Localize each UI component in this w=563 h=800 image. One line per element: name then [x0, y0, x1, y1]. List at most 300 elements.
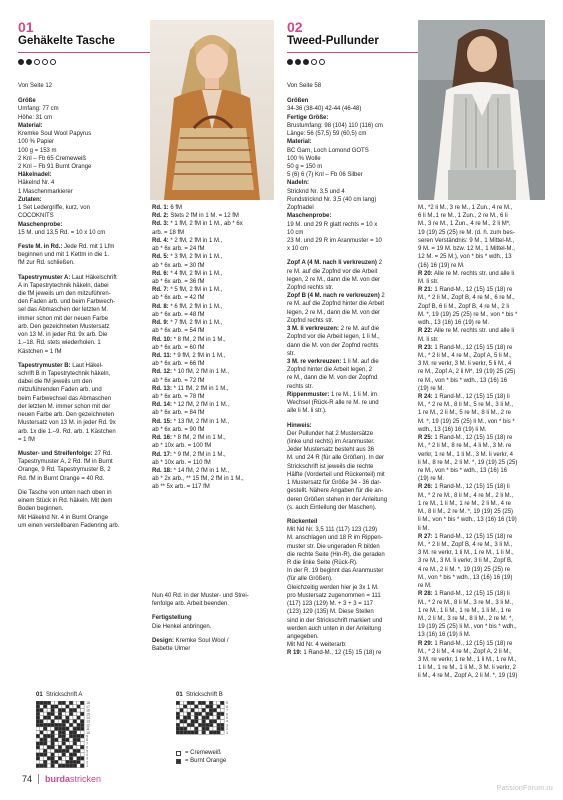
footer-separator [38, 774, 39, 784]
chart-cell [55, 749, 59, 753]
chart-cell [202, 701, 206, 705]
chart-cell [198, 708, 202, 712]
chart-cell [55, 716, 59, 720]
chart-cell [43, 712, 47, 716]
chart-cell [73, 749, 77, 753]
row-number: 10 [86, 730, 90, 735]
hinweis-text: Der Pullunder hat 2 Mustersätze (linke und rechts) im Aranmuster. Jeder Mustersatz besteht aus 36 M. und 24 R (für alle Größen). In der Strickschrift ist jeweils die rechte Hälfte (Vorderteil und Rückenteil) mit 1 Mustersatz für Größe 34 - 36 dar- gestellt. Nähere Angaben für die an- deren Größen stehen in der Anleitung (s. auch Einteilung der Maschen). [287, 430, 388, 511]
instruction-row: R 20: Alle re M. rechts str. und alle li M. li str. [418, 270, 515, 285]
chart-cell [198, 712, 202, 716]
chart-cell [217, 723, 221, 727]
difficulty-dot [42, 59, 48, 65]
chart-cell [195, 708, 199, 712]
chart-cell [183, 716, 187, 720]
chart-cell [66, 734, 70, 738]
chart-cell [36, 745, 40, 749]
brand-logo: burdastricken [45, 774, 102, 784]
row-number: 13 [86, 719, 90, 724]
chart-cell [40, 757, 44, 761]
chart-cell [69, 731, 73, 735]
chart-cell [73, 708, 77, 712]
chart-cell [62, 742, 66, 746]
row-number: 7 [86, 741, 88, 746]
chart-b-grid [176, 701, 266, 741]
chart-cell [180, 701, 184, 705]
chart-cell [73, 760, 77, 764]
row-number: 5 [86, 749, 88, 754]
chart-cell [36, 705, 40, 709]
chart-cell [51, 712, 55, 716]
row-number: 2 [226, 727, 228, 732]
chart-cell [47, 760, 51, 764]
chart-cell [43, 716, 47, 720]
chart-cell [220, 708, 224, 712]
design-paragraph: Design: Kremke Soul Wool / Babette Ulmer [152, 637, 229, 653]
chart-cell [202, 708, 206, 712]
chart-cell [202, 723, 206, 727]
article-01-number: 01 [18, 19, 34, 35]
chart-cell [202, 720, 206, 724]
chart-cell [58, 720, 62, 724]
chart-cell [62, 708, 66, 712]
chart-cell [202, 731, 206, 735]
chart-a-grid [36, 701, 126, 771]
chart-cell [66, 723, 70, 727]
chart-cell [43, 731, 47, 735]
chart-cell [40, 723, 44, 727]
chart-cell [51, 753, 55, 757]
intro-paragraph: Die Tasche von unten nach oben in einem Stück in Rd. häkeln. Mit dem Boden beginnen. Mit Häkelnd Nr. 4 in Burnt Orange um einen verstellbaren Fadenring arb. [18, 489, 120, 529]
chart-cell [209, 705, 213, 709]
row-number: 11 [86, 727, 90, 732]
chart-cell [69, 760, 73, 764]
chart-cell [183, 731, 187, 735]
chart-cell [43, 745, 47, 749]
chart-cell [55, 727, 59, 731]
chart-cell [73, 723, 77, 727]
chart-cell [51, 757, 55, 761]
difficulty-dot [311, 59, 317, 65]
chart-cell [220, 727, 224, 731]
chart-cell [198, 716, 202, 720]
difficulty-dot [295, 59, 301, 65]
chart-cell [47, 757, 51, 761]
fertige-groesse-text: Brustumfang: 98 (104) 110 (116) cm Länge: 56 (57,5) 59 (60,5) cm [287, 122, 383, 138]
feste-paragraph: Feste M. in Rd.: Jede Rd. mit 1 Lfm beginnen und mit 1 Kettm in die 1. fM zur Rd. schließen. [18, 243, 115, 267]
row-number: 4 [226, 719, 228, 724]
photo-bag [150, 20, 274, 200]
chart-cell [51, 727, 55, 731]
chart-cell [62, 716, 66, 720]
chart-cell [80, 712, 84, 716]
chart-cell [58, 742, 62, 746]
row-number: 8 [86, 738, 88, 743]
row-number: 6 [86, 745, 88, 750]
chart-cell [220, 731, 224, 735]
chart-cell [47, 701, 51, 705]
chart-a [36, 692, 126, 776]
chart-cell [62, 705, 66, 709]
chart-cell [43, 734, 47, 738]
row-number: 18 [86, 701, 90, 706]
chart-cell [213, 727, 217, 731]
instruction-row: M., *2 li M., 3 re M., 1 Zun., 4 re M., 6 li M.,1 re M., 1 Zun., 2 re M., 6 li M., 3 re M., 1 Zun., 4 re M., 2 li M*, 19 (19) 25 (25) re M. (d. h. zum bes- seren Verständnis: 9 M., 1 Mittel-M., 9 M. = 19 M. bzw. 12 M., 1 Mittel-M., 12 M. = 25 M.), von * bis * wdh., 13 (16) 16 (19) re M. [418, 205, 515, 269]
chart-cell [198, 705, 202, 709]
chart-cell [43, 753, 47, 757]
material-heading: Material: [18, 122, 43, 129]
chart-cell [51, 731, 55, 735]
instruction-row: R 29: 1 Rand-M., 12 (15) 15 (18) re M., * 2 li M., 4 re M., Zopf A, 2 li M., 3 M. re verkr, 1 re M., 1 li M., 1 re M., 1 li M., 1 re M., 1 li M., 3 M. li verkr, 2 li M., 4 re M., Zopf A, 2 li M. *, 19 (19) [418, 640, 518, 680]
legend-white: = Cremeweiß [176, 750, 266, 756]
chart-cell [66, 708, 70, 712]
chart-cell [183, 712, 187, 716]
footer [22, 774, 101, 784]
chart-cell [176, 723, 180, 727]
chart-cell [40, 738, 44, 742]
chart-cell [40, 753, 44, 757]
instruction-row: Rd. 3: * 1 fM, 2 fM in 1 M., ab * 6x arb. = 18 fM [152, 221, 243, 236]
chart-cell [183, 701, 187, 705]
chart-cell [195, 705, 199, 709]
chart-cell [36, 701, 40, 705]
chart-cell [58, 731, 62, 735]
chart-cell [43, 742, 47, 746]
chart-cell [66, 712, 70, 716]
instruction-row: Rd. 15: * 13 fM, 2 fM in 1 M., ab * 6x arb. = 90 fM [152, 418, 230, 433]
chart-cell [58, 705, 62, 709]
groessen-heading: Größen [287, 98, 309, 105]
nun-text: Nun 40 Rd. in der Muster- und Strei- fenfolge arb. Arbeit beenden. [152, 593, 249, 608]
chart-cell [43, 757, 47, 761]
chart-cell [69, 749, 73, 753]
chart-cell [220, 712, 224, 716]
chart-cell [66, 742, 70, 746]
chart-cell [77, 757, 81, 761]
chart-cell [55, 731, 59, 735]
hinweis-heading: Hinweis: [287, 422, 312, 429]
chart-cell [66, 727, 70, 731]
chart-cell [180, 723, 184, 727]
chart-cell [206, 708, 210, 712]
chart-cell [195, 731, 199, 735]
row-number: 1 [226, 730, 228, 735]
chart-cell [198, 727, 202, 731]
row-number: 15 [86, 712, 90, 717]
chart-cell [58, 727, 62, 731]
chart-cell [73, 753, 77, 757]
chart-cell [69, 764, 73, 768]
instruction-row: R 24: 1 Rand-M., 12 (15) 15 (18) li M., * 2 re M., 8 li M., 5 re M., 3 li M., 1 re M., 2 li M., 5 re M., 8 li M., 2 re M. *, 19 (19) 25 (25) li M., von * bis * wdh., 13 (16) 16 (19) li M. [418, 394, 515, 433]
chart-cell [206, 727, 210, 731]
chart-cell [176, 701, 180, 705]
chart-cell [180, 731, 184, 735]
chart-cell [220, 705, 224, 709]
chart-cell [220, 716, 224, 720]
chart-cell [209, 716, 213, 720]
chart-cell [47, 720, 51, 724]
chart-cell [51, 742, 55, 746]
chart-cell [213, 701, 217, 705]
chart-cell [62, 749, 66, 753]
chart-cell [58, 701, 62, 705]
article-02-number: 02 [287, 19, 303, 35]
chart-cell [73, 745, 77, 749]
chart-cell [43, 764, 47, 768]
chart-cell [77, 753, 81, 757]
chart-cell [80, 764, 84, 768]
chart-cell [176, 716, 180, 720]
chart-cell [40, 731, 44, 735]
chart-cell [40, 764, 44, 768]
r19-paragraph: R 19: 1 Rand-M., 12 (15) 15 (18) re [287, 650, 382, 657]
chart-cell [206, 712, 210, 716]
chart-cell [51, 705, 55, 709]
instruction-row: Rd. 12: * 10 fM, 2 fM in 1 M., ab * 6x arb. = 72 fM [152, 369, 230, 384]
chart-cell [77, 701, 81, 705]
chart-cell [43, 723, 47, 727]
instruction-row: Rd. 13: * 11 fM, 2 fM in 1 M., ab * 6x arb. = 78 fM [152, 385, 229, 401]
chart-cell [191, 731, 195, 735]
chart-cell [55, 742, 59, 746]
chart-cell [47, 723, 51, 727]
chart-cell [58, 749, 62, 753]
chart-cell [66, 760, 70, 764]
chart-cell [51, 708, 55, 712]
chart-cell [202, 716, 206, 720]
chart-cell [73, 720, 77, 724]
instruction-row: Rd. 4: * 2 fM, 2 fM in 1 M., ab * 6x arb. = 24 fM [152, 237, 223, 253]
chart-cell [206, 720, 210, 724]
row-number: 14 [86, 716, 90, 720]
chart-cell [43, 738, 47, 742]
instruction-row: R 28: 1 Rand-M., 12 (15) 15 (18) li M., * 2 re M., 8 li M., 3 re M., 3 li M., 1 re M., 1 li M., 1 re M., 1 li M., 1 re M., 2 li M., 3 re M., 8 li M., 2 re M. *, 19 (19) 25 (25) li M., von * bis * wdh., 13 (16) 16 (19) li M. [418, 591, 517, 639]
chart-cell [80, 701, 84, 705]
chart-cell [36, 742, 40, 746]
chart-cell [69, 716, 73, 720]
chart-cell [187, 731, 191, 735]
chart-cell [77, 712, 81, 716]
instruction-row: R 22: Alle re M. rechts str. und alle li M. li str. [418, 328, 515, 343]
chart-cell [77, 727, 81, 731]
chart-cell [40, 749, 44, 753]
chart-cell [80, 742, 84, 746]
difficulty-dot [26, 59, 32, 65]
chart-cell [217, 712, 221, 716]
chart-cell [80, 723, 84, 727]
chart-cell [191, 701, 195, 705]
chart-cell [43, 705, 47, 709]
chart-cell [36, 708, 40, 712]
chart-cell [77, 734, 81, 738]
chart-cell [180, 712, 184, 716]
chart-cell [55, 745, 59, 749]
article-01-materials [18, 82, 158, 530]
chart-cell [77, 764, 81, 768]
chart-cell [213, 705, 217, 709]
chart-cell [191, 720, 195, 724]
chart-cell [51, 720, 55, 724]
chart-cell [66, 757, 70, 761]
chart-cell [195, 723, 199, 727]
chart-cell [187, 701, 191, 705]
material2-heading: Material: [287, 139, 312, 146]
chart-cell [80, 727, 84, 731]
instruction-row: R 23: 1 Rand-M., 12 (15) 15 (18) re M., * 2 li M., 4 re M., Zopf A, 5 li M., 3 M. re verkr, 3 M. li verkr, 5 li M., 4 re M., Zopf A, 2 li M*, 19 (19) 25 (25) re M., von * bis * wdh., 13 (16) 16 (19) re M. [418, 344, 516, 392]
chart-cell [77, 731, 81, 735]
chart-cell [40, 760, 44, 764]
streifen-paragraph: Muster- und Streifenfolge: 27 Rd. Tapestrymuster A, 2 Rd. fM in Burnt Orange, 9 Rd. Tapestrymuster B, 2 Rd. fM in Burnt Orange = 40 Rd. [18, 450, 113, 482]
chart-cell [198, 720, 202, 724]
chart-cell [77, 742, 81, 746]
chart-cell [55, 757, 59, 761]
chart-cell [73, 705, 77, 709]
chart-cell [213, 731, 217, 735]
row-number: 9 [226, 701, 228, 706]
chart-cell [176, 731, 180, 735]
chart-cell [180, 708, 184, 712]
chart-cell [55, 734, 59, 738]
chart-cell [58, 723, 62, 727]
chart-cell [217, 705, 221, 709]
instruction-row: Rd. 2: Stets 2 fM in 1 M. = 12 fM [152, 213, 239, 220]
material2-text: BC Garn, Loch Lomond GOTS 100 % Wolle 50 g = 150 m 5 (6) 6 (7) Knl – Fb 06 Silber [287, 147, 369, 179]
chart-cell [58, 712, 62, 716]
article-02-from: Von Seite 58 [287, 83, 322, 89]
chart-cell [47, 731, 51, 735]
chart-cell [77, 738, 81, 742]
row-number: 6 [226, 712, 228, 717]
chart-cell [191, 727, 195, 731]
chart-cell [202, 712, 206, 716]
chart-cell [36, 760, 40, 764]
chart-cell [73, 716, 77, 720]
chart-cell [213, 723, 217, 727]
chart-cell [195, 720, 199, 724]
chart-cell [40, 705, 44, 709]
chart-cell [206, 701, 210, 705]
chart-cell [180, 705, 184, 709]
chart-cell [202, 705, 206, 709]
zopf-b-paragraph: Zopf B (4 M. nach re verkreuzen) 2 re M. auf die Zopfnd hinter die Arbeit legen, 2 re M., dann die M. von der Zopfnd rechts str. [287, 293, 385, 324]
chart-cell [69, 738, 73, 742]
chart-cell [77, 723, 81, 727]
chart-cell [191, 712, 195, 716]
chart-cell [183, 723, 187, 727]
chart-cell [80, 749, 84, 753]
chart-cell [36, 731, 40, 735]
instruction-row: R 21: 1 Rand-M., 12 (15) 15 (18) re M., * 2 li M., Zopf B, 4 re M., 6 re M., Zopf B, 6 li M., Zopf B, 4 re M., 2 li M. *, 19 (19) 25 (25) re M., von * bis * wdh., 13 (16) 16 (19) re M. [418, 287, 518, 327]
chart-cell [51, 764, 55, 768]
chart-cell [62, 731, 66, 735]
chart-cell [183, 727, 187, 731]
chart-cell [58, 708, 62, 712]
chart-cell [176, 708, 180, 712]
chart-cell [36, 723, 40, 727]
chart-b-title: 01 Strickschrift B [176, 692, 223, 698]
chart-cell [77, 705, 81, 709]
chart-cell [58, 738, 62, 742]
chart-cell [47, 716, 51, 720]
chart-cell [62, 757, 66, 761]
chart-cell [47, 742, 51, 746]
chart-cell [62, 734, 66, 738]
row-number: 16 [86, 708, 90, 713]
chart-cell [66, 705, 70, 709]
chart-cell [36, 753, 40, 757]
instruction-row: R 26: 1 Rand-M., 12 (15) 15 (18) li M., * 2 re M., 8 li M., 4 re M., 2 li M., 1 re M., 1 li M., 1 re M., 2 li M., 4 re M., 8 li M., 2 re M. *, 19 (19) 25 (25) li M., von * bis * wdh., 13 (16) 16 (19) li M. [418, 484, 517, 532]
chart-cell [69, 705, 73, 709]
chart-cell [62, 764, 66, 768]
chart-cell [51, 745, 55, 749]
chart-cell [191, 705, 195, 709]
chart-cell [58, 760, 62, 764]
chart-cell [80, 716, 84, 720]
chart-cell [191, 708, 195, 712]
chart-cell [40, 745, 44, 749]
chart-cell [187, 705, 191, 709]
difficulty-dot [303, 59, 309, 65]
row-number: 8 [226, 704, 228, 709]
chart-cell [55, 720, 59, 724]
chart-cell [209, 723, 213, 727]
chart-cell [43, 701, 47, 705]
chart-cell [36, 734, 40, 738]
chart-cell [195, 701, 199, 705]
chart-cell [69, 734, 73, 738]
article-01-rounds [152, 204, 277, 492]
material-text: Kremke Soul Wool Papyrus 100 % Papier 100 g = 153 m 2 Knl – Fb 65 Cremeweiß 2 Knl – Fb 91 Burnt Orange [18, 131, 92, 170]
chart-cell [58, 757, 62, 761]
instruction-row: Rd. 18: * 14 fM, 2 fM in 1 M., ab * 2x arb., ** 15 fM, 2 fM in 1 M., ab ** 5x arb. = 117 fM [152, 468, 244, 491]
chart-cell [51, 734, 55, 738]
chart-cell [40, 712, 44, 716]
chart-cell [47, 764, 51, 768]
row-number: 1 [86, 764, 88, 769]
chart-cell [209, 701, 213, 705]
chart-cell [209, 727, 213, 731]
chart-cell [62, 712, 66, 716]
instruction-row: Rd. 17: * 9 fM, 2 fM in 1 M., ab * 10x arb. = 110 fM [152, 451, 226, 466]
chart-cell [77, 749, 81, 753]
chart-cell [217, 701, 221, 705]
chart-cell [202, 727, 206, 731]
chart-b [176, 692, 266, 764]
chart-cell [73, 727, 77, 731]
chart-cell [40, 708, 44, 712]
chart-cell [66, 764, 70, 768]
chart-cell [80, 720, 84, 724]
chart-cell [69, 753, 73, 757]
chart-cell [43, 749, 47, 753]
rippen-paragraph: Rippenmuster: 1 re M., 1 li M. im Wechsel (Rück-R alle re M. re und alle li M. li str.). [287, 391, 379, 415]
haekelnadel-text: Häkelnd Nr. 4 1 Maschenmarkierer [18, 180, 73, 195]
chart-cell [73, 757, 77, 761]
haekelnadel-heading: Häkelnadel: [18, 172, 52, 179]
row-number: 5 [226, 716, 228, 720]
fertig-heading: Fertigstellung [152, 615, 192, 622]
chart-cell [217, 720, 221, 724]
chart-cell [40, 727, 44, 731]
legend-black-swatch [176, 759, 181, 764]
chart-cell [73, 712, 77, 716]
chart-cell [198, 723, 202, 727]
chart-cell [47, 727, 51, 731]
article-02-title: Tweed-Pullunder [287, 35, 379, 47]
chart-cell [73, 764, 77, 768]
chart-cell [58, 745, 62, 749]
chart-cell [69, 712, 73, 716]
chart-cell [40, 701, 44, 705]
